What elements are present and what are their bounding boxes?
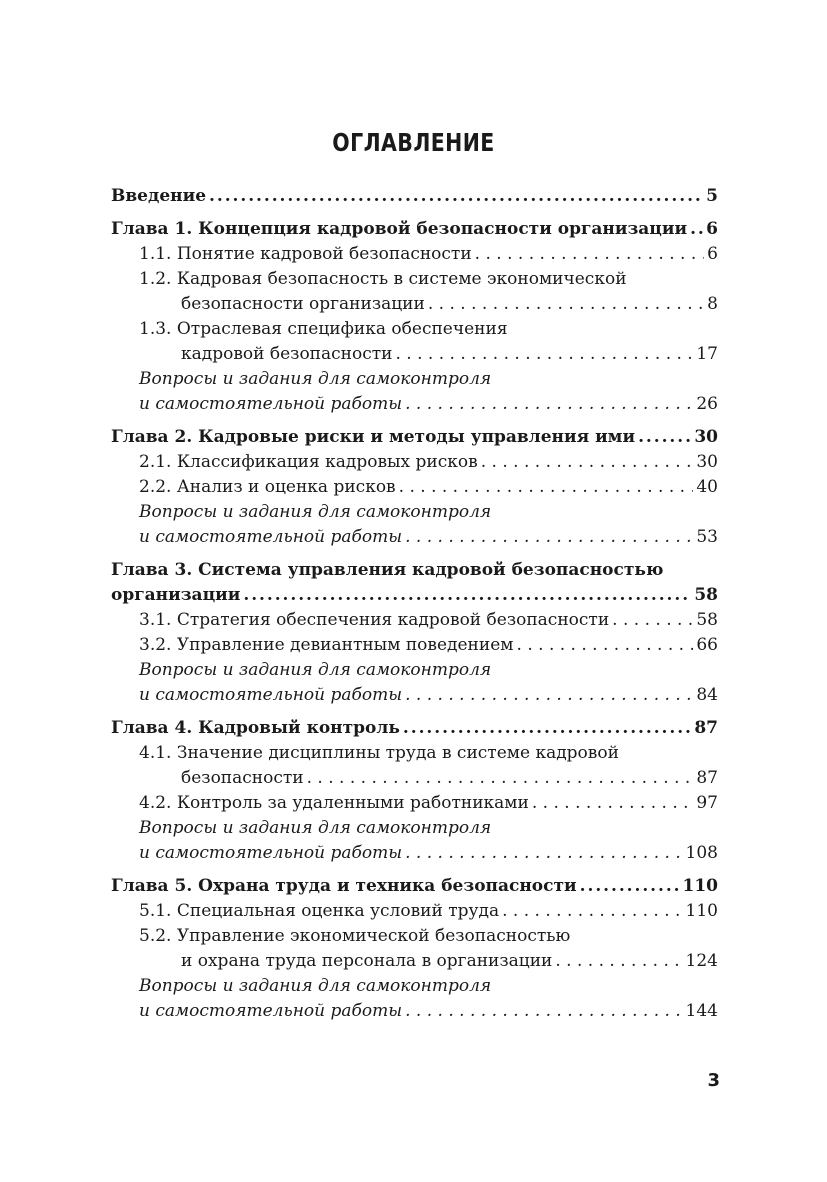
toc-section-5-1[interactable] — [111, 899, 718, 924]
section-title-line2: безопасности организации — [181, 294, 425, 314]
toc-page-number: 84 — [696, 685, 718, 705]
page-number: 3 — [707, 1070, 720, 1091]
dot-leader — [690, 217, 703, 242]
dot-leader — [612, 608, 693, 633]
toc-questions-5-cont[interactable] — [111, 999, 718, 1024]
section-number: 1.2. — [139, 269, 172, 289]
toc-section-3-2[interactable] — [111, 633, 718, 658]
toc-chapter-3[interactable] — [111, 558, 718, 583]
toc-page-number: 30 — [696, 452, 718, 472]
section-number: 1.1. — [139, 244, 172, 264]
toc-section-1-1[interactable] — [111, 242, 718, 267]
dot-leader — [405, 525, 693, 550]
section-title: Стратегия обеспечения кадровой безопасности — [176, 610, 610, 630]
toc-page-number: 108 — [685, 843, 718, 863]
questions-line1: Вопросы и задания для самоконтроля — [139, 660, 492, 680]
questions-line2: и самостоятельной работы — [139, 394, 403, 414]
toc-questions-4-cont[interactable] — [111, 841, 718, 866]
toc-page-number: 6 — [706, 219, 718, 239]
chapter-title-line2: организации — [111, 585, 241, 605]
toc-page-number: 110 — [682, 876, 718, 896]
chapter-title-line1: Глава 3. Система управления кадровой безопасностью — [111, 560, 664, 580]
section-number: 4.2. — [139, 793, 172, 813]
dot-leader — [502, 899, 682, 924]
chapter-title: Глава 4. Кадровый контроль — [111, 718, 400, 738]
toc-section-5-2[interactable] — [111, 924, 718, 949]
toc-page-number: 87 — [694, 718, 718, 738]
dot-leader — [517, 633, 694, 658]
toc-section-2-1[interactable] — [111, 450, 718, 475]
dot-leader — [405, 392, 693, 417]
dot-leader — [209, 184, 703, 209]
toc-chapter-5[interactable] — [111, 874, 718, 899]
section-title: Контроль за удаленными работниками — [176, 793, 529, 813]
dot-leader — [243, 583, 691, 608]
questions-line1: Вопросы и задания для самоконтроля — [139, 502, 492, 522]
section-title-line1: Отраслевая специфика обеспечения — [176, 319, 508, 339]
toc-page-number: 6 — [707, 244, 718, 264]
dot-leader — [307, 766, 694, 791]
section-title: Понятие кадровой безопасности — [176, 244, 472, 264]
toc-questions-2[interactable] — [111, 500, 718, 525]
questions-line1: Вопросы и задания для самоконтроля — [139, 976, 492, 996]
section-number: 2.2. — [139, 477, 172, 497]
toc-page-number: 124 — [685, 951, 718, 971]
section-number: 3.2. — [139, 635, 172, 655]
toc-questions-1[interactable] — [111, 367, 718, 392]
dot-leader — [638, 425, 691, 450]
toc-page-number: 144 — [685, 1001, 718, 1021]
toc-entry-intro[interactable] — [111, 184, 718, 209]
toc-page-number: 87 — [696, 768, 718, 788]
toc-entry-label: Введение — [111, 186, 207, 206]
dot-leader — [555, 949, 682, 974]
dot-leader — [580, 874, 680, 899]
questions-line2: и самостоятельной работы — [139, 685, 403, 705]
toc-page-number: 30 — [694, 427, 718, 447]
questions-line2: и самостоятельной работы — [139, 1001, 403, 1021]
section-number: 5.1. — [139, 901, 172, 921]
toc-section-1-2-cont[interactable] — [111, 292, 718, 317]
table-of-contents — [111, 184, 718, 1024]
dot-leader — [405, 999, 682, 1024]
dot-leader — [396, 342, 694, 367]
toc-page-number: 66 — [696, 635, 718, 655]
section-title-line1: Значение дисциплины труда в системе кадровой — [176, 743, 619, 763]
toc-section-4-1-cont[interactable] — [111, 766, 718, 791]
toc-questions-5[interactable] — [111, 974, 718, 999]
toc-section-1-3[interactable] — [111, 317, 718, 342]
section-title-line2: безопасности — [181, 768, 304, 788]
section-title-line2: кадровой безопасности — [181, 344, 393, 364]
toc-questions-2-cont[interactable] — [111, 525, 718, 550]
toc-page-number: 17 — [696, 344, 718, 364]
toc-questions-3-cont[interactable] — [111, 683, 718, 708]
dot-leader — [405, 841, 682, 866]
section-number: 5.2. — [139, 926, 172, 946]
chapter-title: Глава 5. Охрана труда и техника безопасности — [111, 876, 577, 896]
dot-leader — [532, 791, 694, 816]
toc-section-4-2[interactable] — [111, 791, 718, 816]
section-number: 4.1. — [139, 743, 172, 763]
section-title-line1: Кадровая безопасность в системе экономической — [176, 269, 627, 289]
toc-page-number: 40 — [696, 477, 718, 497]
section-number: 2.1. — [139, 452, 172, 472]
section-number: 3.1. — [139, 610, 172, 630]
dot-leader — [399, 475, 694, 500]
section-title-line2: и охрана труда персонала в организации — [181, 951, 553, 971]
toc-questions-1-cont[interactable] — [111, 392, 718, 417]
toc-page-number: 58 — [694, 585, 718, 605]
toc-page-number: 26 — [696, 394, 718, 414]
questions-line2: и самостоятельной работы — [139, 843, 403, 863]
section-title: Управление девиантным поведением — [176, 635, 514, 655]
toc-page-number: 110 — [685, 901, 718, 921]
questions-line1: Вопросы и задания для самоконтроля — [139, 818, 492, 838]
toc-page-number: 58 — [696, 610, 718, 630]
dot-leader — [405, 683, 693, 708]
toc-section-1-2[interactable] — [111, 267, 718, 292]
section-title: Классификация кадровых рисков — [176, 452, 478, 472]
toc-section-4-1[interactable] — [111, 741, 718, 766]
toc-page-number: 53 — [696, 527, 718, 547]
toc-chapter-4[interactable] — [111, 716, 718, 741]
toc-page-number: 97 — [696, 793, 718, 813]
dot-leader — [481, 450, 694, 475]
page-title: ОГЛАВЛЕНИЕ — [332, 128, 495, 157]
section-title: Специальная оценка условий труда — [176, 901, 500, 921]
toc-section-5-2-cont[interactable] — [111, 949, 718, 974]
dot-leader — [475, 242, 705, 267]
toc-chapter-1[interactable] — [111, 217, 718, 242]
chapter-title: Глава 2. Кадровые риски и методы управления ими — [111, 427, 636, 447]
dot-leader — [403, 716, 691, 741]
toc-page-number: 5 — [706, 186, 718, 206]
section-title-line1: Управление экономической безопасностью — [176, 926, 571, 946]
toc-questions-3[interactable] — [111, 658, 718, 683]
questions-line2: и самостоятельной работы — [139, 527, 403, 547]
toc-chapter-3-cont[interactable] — [111, 583, 718, 608]
toc-section-2-2[interactable] — [111, 475, 718, 500]
toc-chapter-2[interactable] — [111, 425, 718, 450]
toc-section-3-1[interactable] — [111, 608, 718, 633]
toc-section-1-3-cont[interactable] — [111, 342, 718, 367]
dot-leader — [428, 292, 704, 317]
section-title: Анализ и оценка рисков — [176, 477, 396, 497]
toc-questions-4[interactable] — [111, 816, 718, 841]
section-number: 1.3. — [139, 319, 172, 339]
toc-page-number: 8 — [707, 294, 718, 314]
chapter-title: Глава 1. Концепция кадровой безопасности организации — [111, 219, 688, 239]
questions-line1: Вопросы и задания для самоконтроля — [139, 369, 492, 389]
